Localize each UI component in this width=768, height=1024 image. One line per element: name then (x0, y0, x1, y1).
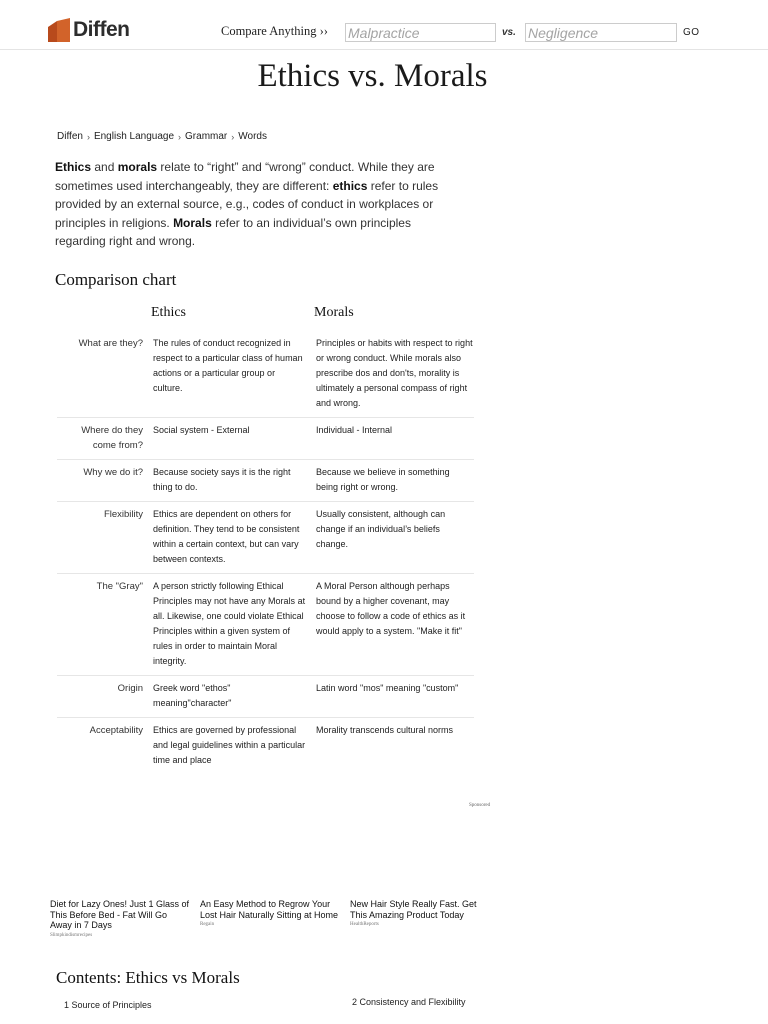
table-row (57, 460, 474, 502)
column-header-ethics: Ethics (151, 305, 186, 320)
morals-cell: Principles or habits with respect to right or wrong conduct. While morals also prescribe dos and don'ts, morality is ultimately a personal compass of right and wrong. (316, 338, 473, 408)
row-label: Flexibility (103, 509, 143, 520)
ethics-cell: Ethics are dependent on others for definition. They tend to be consistent within a certain context, but can vary between contexts. (153, 509, 300, 564)
morals-cell: A Moral Person although perhaps bound by a higher covenant, may choose to follow a code of ethics as it would apply to a system. "Make it fit" (316, 581, 466, 636)
table-row (57, 718, 474, 774)
ethics-cell: Because society says it is the right thing to do. (153, 467, 291, 492)
breadcrumb-separator-icon: › (178, 131, 182, 142)
sponsored-ads (50, 899, 500, 938)
compare-item-1-input[interactable] (345, 23, 496, 42)
breadcrumb-item-diffen[interactable]: Diffen (57, 131, 83, 142)
breadcrumb-separator-icon: › (231, 131, 235, 142)
row-label: Why we do it? (83, 467, 143, 478)
row-label: Origin (117, 683, 143, 694)
intro-term: Ethics (55, 160, 92, 174)
ethics-cell: Ethics are governed by professional and legal guidelines within a particular time and place (153, 725, 306, 765)
vs-label: vs. (502, 27, 516, 38)
ad-source: HealthReports (350, 922, 379, 927)
breadcrumb-item-grammar[interactable]: Grammar (185, 131, 228, 142)
breadcrumb (57, 131, 267, 142)
row-label: Acceptability (89, 725, 143, 736)
breadcrumb-item-words[interactable]: Words (238, 131, 267, 142)
breadcrumb-separator-icon: › (86, 131, 90, 142)
toc-item-source-of-principles[interactable]: 1 Source of Principles (64, 1000, 152, 1010)
ethics-cell: The rules of conduct recognized in respect to a particular class of human actions or a particular group or culture. (153, 338, 303, 393)
intro-term: ethics (332, 178, 368, 193)
intro-term: Morals (173, 215, 212, 230)
morals-cell: Individual - Internal (316, 425, 393, 435)
intro-text: refer to an individual’s own principles regarding right and wrong. (55, 215, 411, 248)
intro-text: and (91, 160, 118, 174)
table-row (57, 331, 474, 418)
ad-item[interactable] (350, 899, 500, 938)
table-row (57, 676, 474, 718)
morals-cell: Latin word "mos" meaning "custom" (316, 683, 459, 693)
breadcrumb-item-english-language[interactable]: English Language (93, 131, 175, 142)
sponsored-label: Sponsored (469, 803, 491, 808)
comparison-chart-heading: Comparison chart (55, 270, 177, 289)
intro-text: refer to rules provided by an external source, e.g., codes of conduct in workplaces or principles in religions. (55, 178, 439, 230)
morals-cell: Usually consistent, although can change if an individual’s beliefs change. (316, 509, 446, 549)
table-row (57, 574, 474, 676)
compare-anything-label: Compare Anything ›› (221, 24, 328, 38)
comparison-table (57, 331, 474, 774)
ethics-cell: Social system - External (153, 425, 250, 435)
diffen-logo[interactable] (48, 17, 130, 43)
row-label: The "Gray" (96, 581, 143, 592)
ad-item[interactable] (50, 899, 200, 938)
logo-text: Diffen (73, 18, 130, 41)
row-label: Where do they come from? (81, 425, 143, 451)
contents-heading: Contents: Ethics vs Morals (56, 968, 240, 987)
column-header-morals: Morals (314, 305, 354, 320)
compare-item-2-input[interactable] (525, 23, 677, 42)
ad-source: Slimpkindismrecipes (50, 932, 93, 938)
table-row (57, 502, 474, 574)
page-title: Ethics vs. Morals (257, 58, 488, 94)
table-row (57, 418, 474, 460)
ad-title[interactable]: An Easy Method to Regrow Your Lost Hair Naturally Sitting at Home (200, 899, 339, 920)
ad-source: Regain (200, 922, 215, 927)
intro-text: relate to “right” and “wrong” conduct. While they are sometimes used interchangeably, they are different: (55, 160, 435, 193)
ad-title[interactable]: Diet for Lazy Ones! Just 1 Glass of This Before Bed - Fat Will Go Away in 7 Days (50, 899, 190, 930)
intro-term: morals (117, 160, 158, 174)
morals-cell: Because we believe in something being right or wrong. (316, 467, 450, 492)
go-button[interactable]: GO (683, 27, 700, 38)
ethics-cell: Greek word "ethos" meaning"character" (153, 683, 232, 708)
morals-cell: Morality transcends cultural norms (316, 725, 454, 735)
site-header (0, 0, 768, 50)
diffen-logo-icon (48, 18, 70, 42)
ad-item[interactable] (200, 899, 350, 938)
intro-paragraph (55, 158, 455, 251)
row-label: What are they? (78, 338, 143, 349)
ethics-cell: A person strictly following Ethical Principles may not have any Morals at all. Likewise, one could violate Ethical Principles within a given system of rules in order to maintain Moral integrity. (153, 581, 306, 666)
toc-item-consistency-and-flexibility[interactable]: 2 Consistency and Flexibility (352, 997, 466, 1007)
ad-title[interactable]: New Hair Style Really Fast. Get This Amazing Product Today (350, 899, 477, 920)
